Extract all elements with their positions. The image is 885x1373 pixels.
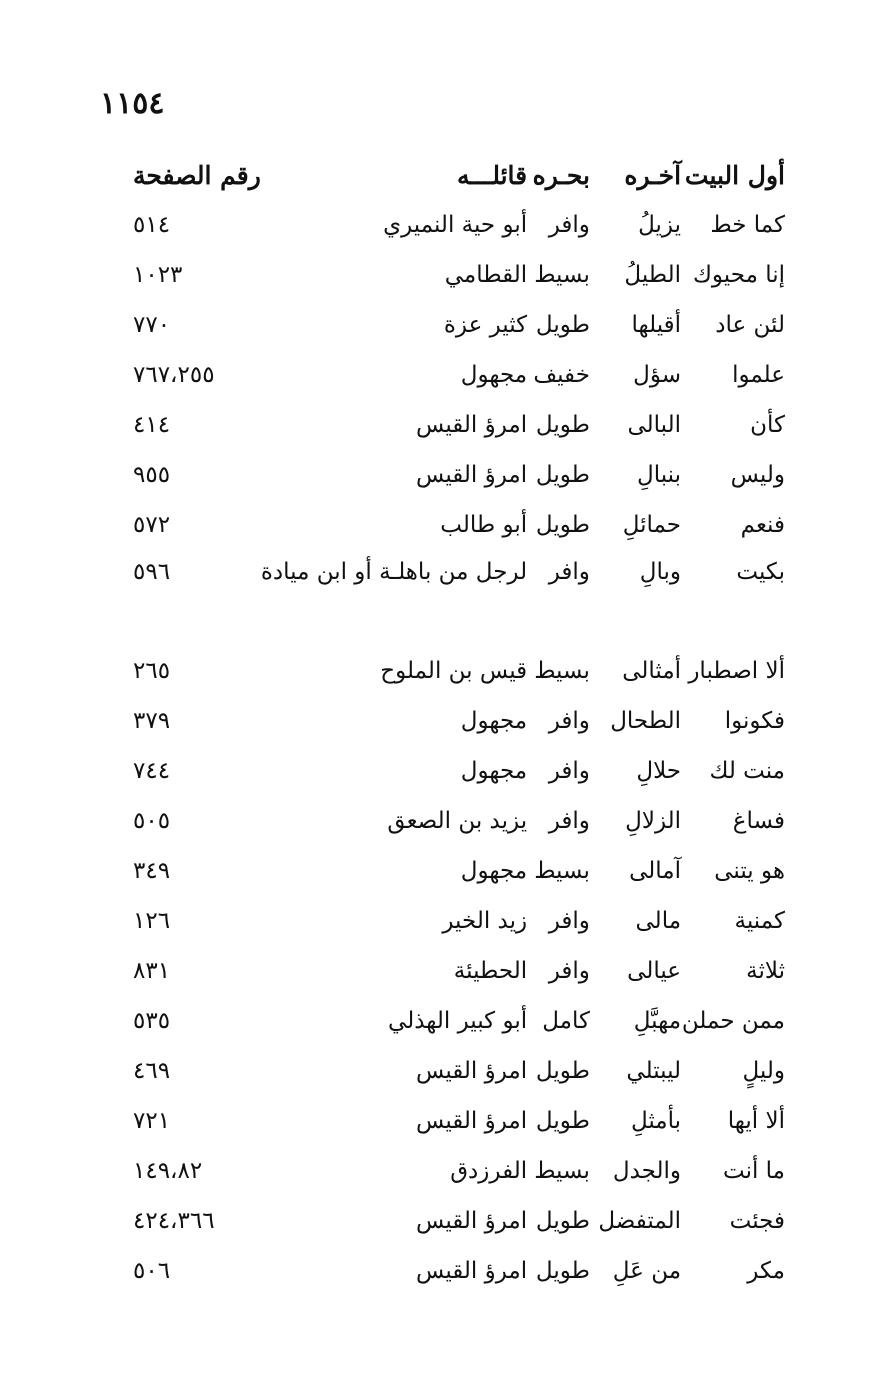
verse-page-number: ٥١٤ — [133, 211, 171, 238]
verse-last-word: ليبتلي — [626, 1057, 682, 1084]
table-row — [133, 400, 785, 450]
table-row — [133, 896, 785, 946]
verse-poet: امرؤ القيس — [416, 1207, 528, 1234]
verse-meter: وافر — [548, 757, 590, 784]
verse-last-word: والجدل — [612, 1157, 682, 1184]
verse-poet: الحطيئة — [453, 957, 528, 984]
table-row — [133, 500, 785, 550]
table-row — [133, 250, 785, 300]
verse-first-word: لئن عاد — [715, 311, 785, 338]
verse-meter: كامل — [542, 1007, 590, 1034]
verse-page-number: ٣٧٩ — [133, 707, 171, 734]
verse-poet: امرؤ القيس — [416, 1257, 528, 1284]
verse-meter: بسيط — [534, 261, 590, 288]
verse-page-number: ٢٦٥ — [133, 657, 171, 684]
verse-meter: بسيط — [534, 657, 590, 684]
verse-last-word: حمائلِ — [622, 511, 682, 538]
verse-last-word: يزيلُ — [638, 211, 682, 238]
verse-poet: امرؤ القيس — [416, 411, 528, 438]
verse-poet: لرجل من باهلـة أو ابن ميادة — [260, 559, 528, 585]
verse-first-word: علموا — [732, 361, 785, 388]
table-row — [133, 796, 785, 846]
table-row — [133, 746, 785, 796]
verse-meter: وافر — [548, 957, 590, 984]
verse-last-word: أمثالى — [622, 657, 682, 684]
verse-first-word: فساغ — [732, 807, 785, 834]
verse-first-word: ما أنت — [722, 1157, 785, 1184]
verse-last-word: سؤل — [633, 361, 682, 388]
verse-poet: القطامي — [444, 261, 528, 288]
verse-poet: أبو كبير الهذلي — [388, 1007, 528, 1034]
verse-meter: طويل — [535, 1257, 590, 1284]
verse-last-word: المتفضل — [598, 1207, 682, 1234]
verse-poet: أبو حية النميري — [383, 211, 528, 238]
verse-page-number: ٥٠٥ — [133, 807, 171, 834]
verse-meter: طويل — [535, 511, 590, 538]
verse-meter: وافر — [548, 907, 590, 934]
header-meter: بحـره — [532, 160, 590, 190]
verse-meter: بسيط — [534, 1157, 590, 1184]
table-row — [133, 1096, 785, 1146]
verse-first-word: هو يتنى — [714, 857, 785, 884]
verse-page-number: ٤٢٤،٣٦٦ — [133, 1207, 215, 1234]
verse-page-number: ٧٤٤ — [133, 757, 171, 784]
table-row — [133, 996, 785, 1046]
verse-poet: قيس بن الملوح — [380, 657, 528, 684]
verse-poet: امرؤ القيس — [416, 461, 528, 488]
table-row — [133, 200, 785, 250]
verse-last-word: من عَلِ — [612, 1257, 682, 1284]
verse-poet: مجهول — [460, 707, 528, 734]
table-row — [133, 1246, 785, 1296]
verse-page-number: ٤١٤ — [133, 411, 171, 438]
verse-poet: الفرزدق — [450, 1157, 528, 1184]
verse-first-word: ألا اصطبار — [688, 657, 785, 684]
verse-last-word: البالى — [627, 411, 682, 438]
verse-poet: أبو طالب — [440, 511, 528, 538]
verse-first-word: مكر — [747, 1257, 785, 1284]
table-row — [133, 1046, 785, 1096]
table-row — [133, 1196, 785, 1246]
verse-page-number: ٣٤٩ — [133, 857, 171, 884]
table-row — [133, 696, 785, 746]
verse-poet: امرؤ القيس — [416, 1057, 528, 1084]
table-row — [133, 946, 785, 996]
verse-last-word: الزلالِ — [625, 807, 682, 834]
table-row — [133, 350, 785, 400]
verse-last-word: أقيلها — [631, 311, 682, 338]
verse-poet: يزيد بن الصعق — [387, 807, 528, 834]
verse-page-number: ٤٦٩ — [133, 1057, 171, 1084]
verse-last-word: حلالِ — [636, 757, 682, 784]
header-page-number: رقم الصفحة — [133, 160, 261, 190]
verse-page-number: ٥٩٦ — [133, 559, 171, 585]
verse-page-number: ٨٣١ — [133, 957, 171, 984]
verse-meter: وافر — [548, 211, 590, 238]
table-row — [133, 846, 785, 896]
verse-meter: وافر — [548, 707, 590, 734]
verse-poet: مجهول — [460, 361, 528, 388]
verse-meter: طويل — [535, 311, 590, 338]
verse-page-number: ٧٦٧،٢٥٥ — [133, 361, 215, 388]
verse-meter: وافر — [548, 807, 590, 834]
verse-poet: مجهول — [460, 857, 528, 884]
verse-last-word: الطحال — [610, 707, 682, 734]
verse-meter: بسيط — [534, 857, 590, 884]
verse-first-word: إنا محيوك — [692, 261, 785, 288]
verse-page-number: ٥٧٢ — [133, 511, 171, 538]
verse-first-word: وليلٍ — [742, 1057, 785, 1084]
verse-index-table — [133, 150, 785, 1296]
verse-last-word: بنبالِ — [637, 461, 682, 488]
verse-meter: طويل — [535, 461, 590, 488]
verse-page-number: ٥٣٥ — [133, 1007, 171, 1034]
verse-page-number: ٥٠٦ — [133, 1257, 171, 1284]
table-row — [133, 550, 785, 646]
verse-first-word: فكونوا — [724, 707, 785, 734]
verse-first-word: فجئت — [729, 1207, 785, 1234]
table-row — [133, 450, 785, 500]
table-row — [133, 300, 785, 350]
table-row — [133, 646, 785, 696]
verse-meter: وافر — [548, 559, 590, 585]
verse-poet: كثير عزة — [443, 311, 528, 338]
verse-last-word: وبالِ — [639, 559, 682, 585]
verse-page-number: ١٠٢٣ — [133, 261, 183, 288]
verse-first-word: بكيت — [736, 559, 785, 585]
verse-first-word: كما خط — [710, 211, 785, 238]
verse-page-number: ٧٢١ — [133, 1107, 171, 1134]
verse-page-number: ٧٧٠ — [133, 311, 171, 338]
verse-last-word: عيالى — [627, 957, 682, 984]
verse-meter: طويل — [535, 1057, 590, 1084]
verse-last-word: بأمثلِ — [630, 1107, 682, 1134]
verse-last-word: الطيلُ — [624, 261, 682, 288]
verse-first-word: كأن — [750, 411, 785, 438]
page-number: ١١٥٤ — [100, 86, 165, 121]
verse-poet: امرؤ القيس — [416, 1107, 528, 1134]
verse-first-word: ممن حملن — [681, 1007, 785, 1034]
table-header-row — [133, 150, 785, 200]
verse-meter: طويل — [535, 411, 590, 438]
verse-meter: طويل — [535, 1107, 590, 1134]
verse-poet: زيد الخير — [442, 907, 528, 934]
verse-first-word: ثلاثة — [746, 957, 785, 984]
verse-last-word: مالى — [635, 907, 682, 934]
verse-first-word: ألا أيها — [727, 1107, 785, 1134]
verse-last-word: آمالى — [629, 857, 682, 884]
verse-page-number: ٩٥٥ — [133, 461, 171, 488]
table-row — [133, 1146, 785, 1196]
verse-poet: مجهول — [460, 757, 528, 784]
verse-meter: طويل — [535, 1207, 590, 1234]
header-poet: قائلـــه — [456, 160, 528, 190]
verse-first-word: منت لك — [709, 757, 785, 784]
verse-last-word: مهبَّلِ — [633, 1007, 682, 1034]
header-last-word: آخـره — [624, 160, 682, 190]
verse-page-number: ١٤٩،٨٢ — [133, 1157, 203, 1184]
verse-meter: خفيف — [533, 361, 590, 388]
verse-first-word: كمنية — [734, 907, 785, 934]
header-first-word: أول البيت — [684, 160, 785, 190]
verse-first-word: وليس — [730, 461, 785, 488]
verse-first-word: فنعم — [740, 511, 785, 538]
verse-page-number: ١٢٦ — [133, 907, 171, 934]
